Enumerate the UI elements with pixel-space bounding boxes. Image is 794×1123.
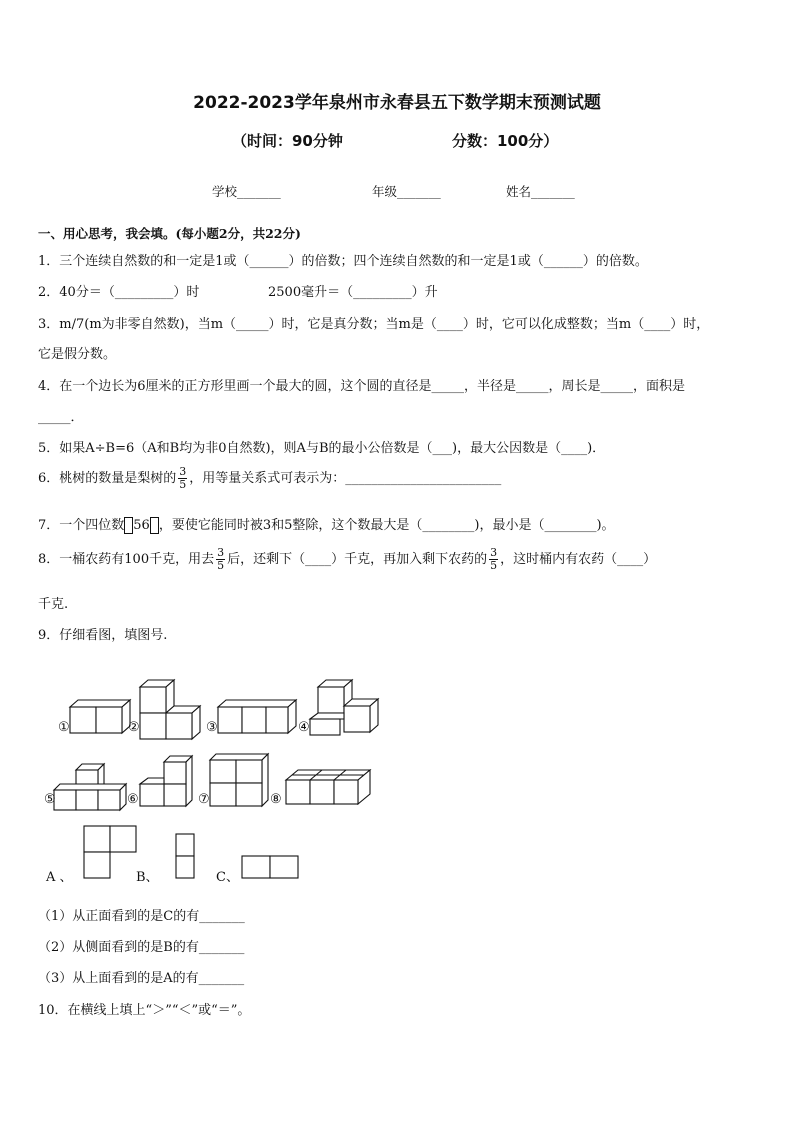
grade-field: 年级_______ [372, 184, 441, 199]
fraction-denominator: 5 [490, 559, 498, 572]
school-field: 学校_______ [212, 184, 281, 199]
score-label: 分数：100分） [452, 132, 559, 150]
name-field: 姓名_______ [506, 184, 575, 199]
view-label-A: A 、 [46, 870, 73, 885]
figure-label-4: ④ [298, 720, 310, 735]
figure-label-6: ⑥ [127, 792, 139, 807]
question-4-line1: 4．在一个边长为6厘米的正方形里画一个最大的圆，这个圆的直径是_____，半径是_____，周长是_____，面积是 [38, 379, 686, 394]
fraction-denominator: 5 [179, 478, 187, 491]
question-6-text-before: 6．桃树的数量是梨树的 [38, 471, 177, 486]
figure-label-5: ⑤ [44, 792, 56, 807]
figure-7-cubes [210, 754, 268, 806]
question-8-part2: 后，还剩下（____）千克，再加入剩下农药的 [227, 552, 488, 567]
figure-5-cubes [54, 764, 126, 810]
question-7 [38, 514, 615, 534]
question-6 [38, 466, 501, 491]
question-3-line2: 它是假分数。 [38, 347, 117, 362]
view-B-shape [176, 834, 194, 878]
fraction-3-5-b [489, 547, 498, 572]
fraction-numerator: 3 [179, 465, 187, 478]
section-heading: 一、用心思考，我会填。(每小题2分，共22分) [38, 226, 301, 241]
figure-3-cubes [218, 700, 296, 733]
question-4-line2: _____． [38, 410, 84, 425]
view-label-B: B、 [136, 870, 159, 885]
figure-2-cubes [140, 680, 200, 739]
question-2b: 2500毫升＝（_________）升 [268, 285, 438, 300]
question-6-text-after: ，用等量关系式可表示为：________________________ [189, 471, 502, 486]
question-7-text-before: 7．一个四位数 [38, 518, 125, 533]
digit-box-right [150, 517, 159, 534]
question-3-line1: 3．m/7(m为非零自然数)，当m（_____）时，它是真分数；当m是（____）时，它可以化成整数；当m（____）时， [38, 317, 710, 332]
figure-label-3: ③ [206, 720, 218, 735]
question-8-part1: 8．一桶农药有100千克，用去 [38, 552, 215, 567]
figure-4-cubes [310, 680, 378, 735]
view-label-C: C、 [216, 870, 239, 885]
figure-label-7: ⑦ [198, 792, 210, 807]
view-C-shape [242, 856, 298, 878]
figure-1-cubes [70, 700, 130, 733]
question-9-sub-1: （1）从正面看到的是C的有_______ [38, 909, 245, 924]
figure-8-cubes [286, 770, 370, 804]
question-7-digits: 56 [133, 518, 150, 533]
figure-label-8: ⑧ [270, 792, 282, 807]
question-9: 9．仔细看图，填图号. [38, 628, 168, 643]
question-8-line2: 千克. [38, 597, 69, 612]
question-1: 1．三个连续自然数的和一定是1或（______）的倍数；四个连续自然数的和一定是1或（______）的倍数。 [38, 254, 648, 269]
question-8-part3: ，这时桶内有农药（____） [500, 552, 657, 567]
figure-label-1: ① [58, 720, 70, 735]
page-title: 2022-2023学年泉州市永春县五下数学期末预测试题 [193, 93, 601, 113]
view-A-shape [84, 826, 136, 878]
question-8 [38, 547, 656, 572]
question-7-text-after: ，要使它能同时被3和5整除，这个数最大是（________)，最小是（________)。 [158, 518, 615, 533]
cube-figures [40, 672, 400, 892]
fraction-numerator: 3 [490, 546, 498, 559]
fraction-3-5 [178, 466, 187, 491]
digit-box-left [124, 517, 133, 534]
fraction-numerator: 3 [217, 546, 225, 559]
question-2a: 2．40分＝（_________）时 [38, 285, 200, 300]
figure-label-2: ② [128, 720, 140, 735]
figure-6-cubes [140, 756, 192, 806]
question-9-sub-2: （2）从侧面看到的是B的有_______ [38, 940, 245, 955]
fraction-3-5-a [216, 547, 225, 572]
fraction-denominator: 5 [217, 559, 225, 572]
question-9-sub-3: （3）从上面看到的是A的有_______ [38, 971, 245, 986]
question-5: 5．如果A÷B=6（A和B均为非0自然数)，则A与B的最小公倍数是（___)，最大公因数是（____)． [38, 441, 606, 456]
time-label: （时间：90分钟 [232, 132, 343, 150]
question-10: 10．在横线上填上“＞”“＜”或“＝”。 [38, 1003, 251, 1018]
